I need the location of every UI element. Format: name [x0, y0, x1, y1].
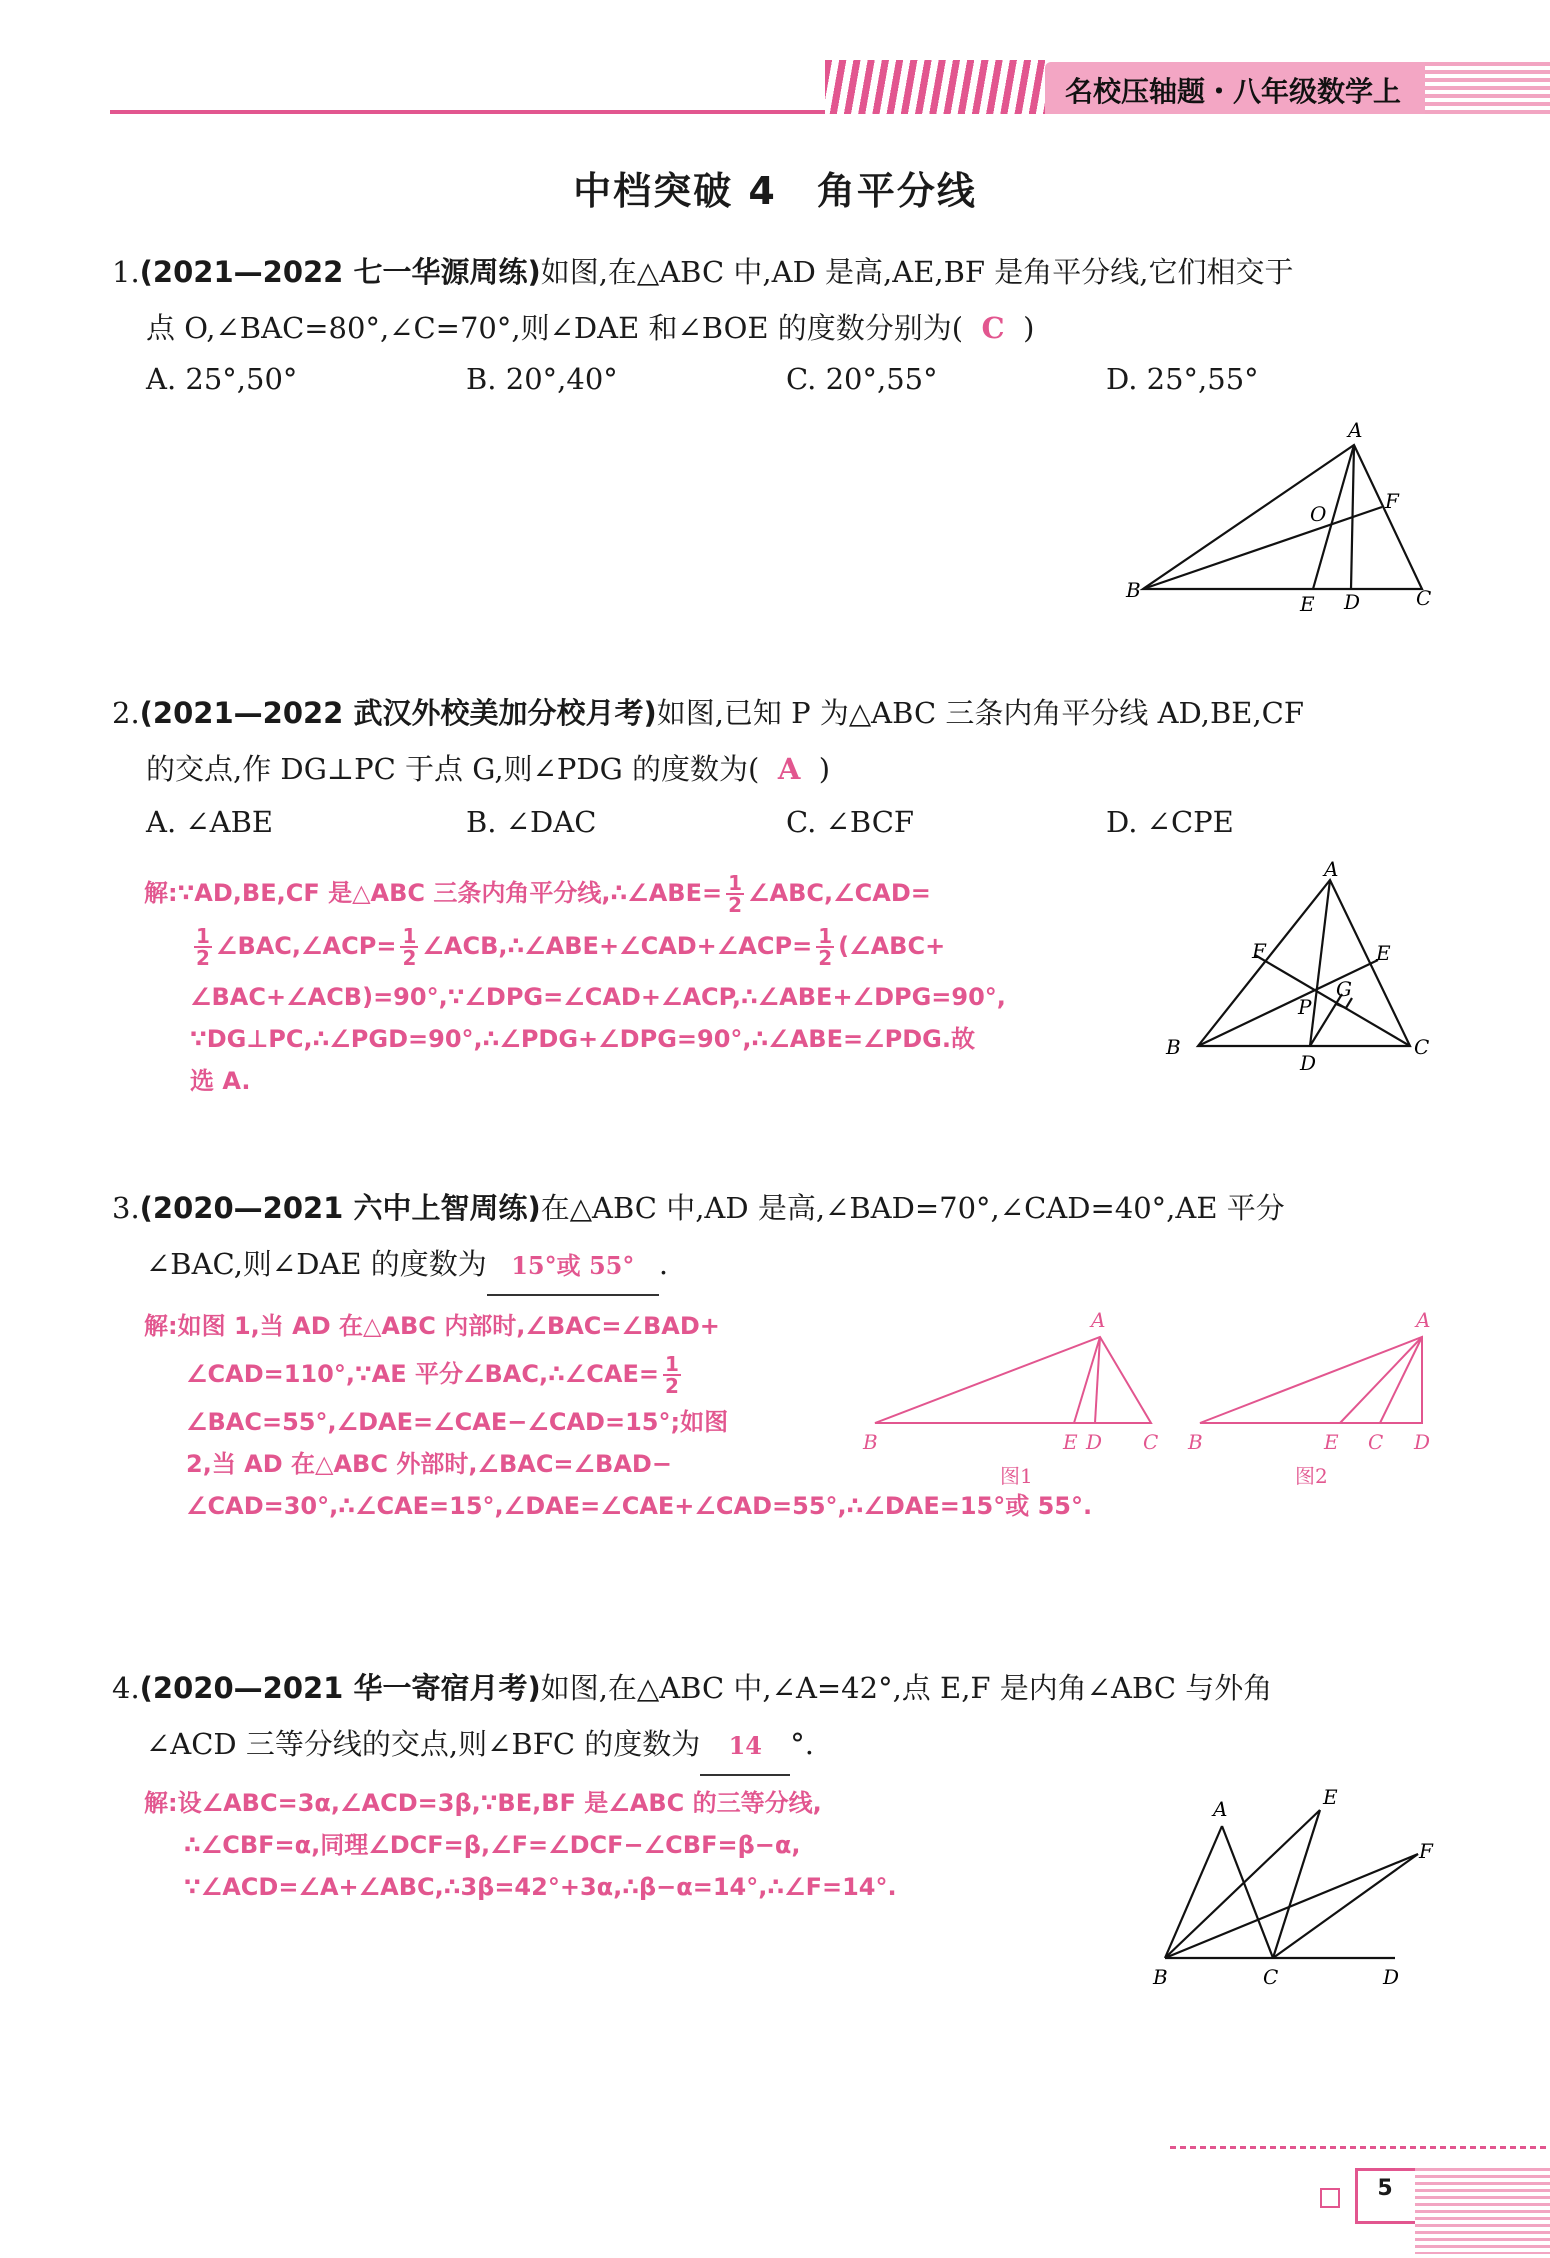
q2-option-b: B. ∠DAC	[466, 805, 597, 839]
q3-fig2-label: C	[1368, 1430, 1384, 1454]
q4-solution	[144, 1782, 897, 1908]
q2-figure	[1160, 858, 1440, 1078]
q3-sol-line5: ∠CAD=30°,∴∠CAE=15°,∠DAE=∠CAE+∠CAD=55°,∴∠DAE=15°或 55°.	[186, 1492, 1093, 1520]
q2-label: A	[1324, 858, 1339, 881]
q4-label: B	[1153, 1965, 1168, 1989]
q1-label: B	[1126, 578, 1141, 602]
q1-paren: )	[1023, 311, 1035, 345]
footer-stripes	[1415, 2168, 1550, 2254]
q2-label: G	[1336, 977, 1352, 1001]
q2-sol-line5: 选 A.	[190, 1067, 251, 1095]
q4-sol-line1: 解:设∠ABC=3α,∠ACD=3β,∵BE,BF 是∠ABC 的三等分线,	[144, 1789, 822, 1817]
q2-label: C	[1414, 1035, 1430, 1059]
q1-label: O	[1310, 502, 1327, 526]
footer-rule	[1170, 2146, 1550, 2149]
q4-source: (2020—2021 华一寄宿月考)	[139, 1671, 541, 1705]
question-4	[112, 1660, 1442, 1776]
q3-stem-line2: ∠BAC,则∠DAE 的度数为	[146, 1247, 487, 1281]
q1-option-b: B. 20°,40°	[466, 362, 618, 396]
q4-stem-line2: ∠ACD 三等分线的交点,则∠BFC 的度数为	[146, 1727, 701, 1761]
q2-sol-text: ∠BAC,∠ACP=	[215, 932, 397, 960]
q1-number: 1.	[112, 255, 140, 289]
q4-label: C	[1263, 1965, 1279, 1989]
q4-degree: °.	[790, 1727, 814, 1761]
q2-option-a: A. ∠ABE	[146, 805, 274, 839]
q1-answer: C	[981, 311, 1005, 345]
q2-stem-line1: 如图,已知 P 为△ABC 三条内角平分线 AD,BE,CF	[656, 696, 1304, 730]
q3-fig2-label: D	[1414, 1430, 1431, 1454]
q1-option-a: A. 25°,50°	[146, 362, 298, 396]
q2-fraction: $\frac{1}{2}$	[818, 924, 833, 970]
header-banner-text: 名校压轴题・八年级数学上	[1065, 75, 1402, 108]
q3-fig1-label: D	[1086, 1430, 1103, 1454]
q2-fraction: $\frac{1}{2}$	[196, 924, 210, 970]
question-1	[112, 244, 1442, 356]
q1-stem-line1: 如图,在△ABC 中,AD 是高,AE,BF 是角平分线,它们相交于	[540, 255, 1294, 289]
q2-sol-line3: ∠BAC+∠ACB)=90°,∵∠DPG=∠CAD+∠ACP,∴∠ABE+∠DPG=90°,	[190, 983, 1006, 1011]
q3-fig2-label: B	[1188, 1430, 1203, 1454]
q3-sol-line1: 解:如图 1,当 AD 在△ABC 内部时,∠BAC=∠BAD+	[144, 1312, 720, 1340]
q3-figure-1	[855, 1305, 1175, 1490]
q3-source: (2020—2021 六中上智周练)	[139, 1191, 541, 1225]
page-title: 中档突破 4 角平分线	[573, 169, 977, 213]
q4-label: F	[1419, 1839, 1433, 1863]
q1-label: A	[1348, 418, 1363, 442]
q3-fig2-label: E	[1324, 1430, 1339, 1454]
q3-fig1-label: B	[863, 1430, 878, 1454]
q2-number: 2.	[112, 696, 140, 730]
q3-fig1-label: E	[1063, 1430, 1078, 1454]
q3-period: .	[658, 1247, 669, 1281]
q2-sol-line4: ∵DG⊥PC,∴∠PGD=90°,∴∠PDG+∠DPG=90°,∴∠ABE=∠PDG.故	[190, 1025, 975, 1053]
q1-source: (2021—2022 七一华源周练)	[139, 255, 541, 289]
q3-sol-line4: 2,当 AD 在△ABC 外部时,∠BAC=∠BAD−	[186, 1450, 672, 1478]
q2-fraction: $\frac{1}{2}$	[728, 871, 742, 917]
q2-sol-text: ∠ABC,∠CAD=	[748, 879, 931, 907]
q3-fig1-label: C	[1143, 1430, 1159, 1454]
q3-number: 3.	[112, 1191, 140, 1225]
q3-stem-line1: 在△ABC 中,AD 是高,∠BAD=70°,∠CAD=40°,AE 平分	[540, 1191, 1285, 1225]
q4-figure	[1135, 1780, 1445, 1990]
q4-sol-line2: ∴∠CBF=α,同理∠DCF=β,∠F=∠DCF−∠CBF=β−α,	[184, 1831, 801, 1859]
q2-option-c: C. ∠BCF	[786, 805, 915, 839]
q3-answer-blank: 15°或 55°	[487, 1238, 659, 1296]
q2-label: B	[1166, 1035, 1181, 1059]
q2-source: (2021—2022 武汉外校美加分校月考)	[139, 696, 657, 730]
header-stripes	[825, 60, 1045, 114]
q3-sol-line3: ∠BAC=55°,∠DAE=∠CAE−∠CAD=15°;如图	[186, 1408, 729, 1436]
q1-figure	[1110, 415, 1450, 615]
footer-square-icon	[1320, 2188, 1340, 2208]
q2-label: P	[1298, 995, 1312, 1019]
q4-label: A	[1213, 1797, 1228, 1821]
q1-label: C	[1416, 586, 1432, 610]
q1-option-c: C. 20°,55°	[786, 362, 938, 396]
q4-label: D	[1383, 1965, 1400, 1989]
q3-sol-text: ∠CAD=110°,∵AE 平分∠BAC,∴∠CAE=	[186, 1360, 659, 1388]
q2-sol-text: 解:∵AD,BE,CF 是△ABC 三条内角平分线,∴∠ABE=	[144, 879, 723, 907]
q4-stem-line1: 如图,在△ABC 中,∠A=42°,点 E,F 是内角∠ABC 与外角	[540, 1671, 1273, 1705]
q2-option-d: D. ∠CPE	[1106, 805, 1234, 839]
q1-label: D	[1344, 590, 1361, 614]
q2-sol-text: (∠ABC+	[838, 932, 946, 960]
question-2	[112, 685, 1442, 797]
q2-label: D	[1300, 1051, 1317, 1075]
q2-sol-text: ∠ACB,∴∠ABE+∠CAD+∠ACP=	[422, 932, 813, 960]
q2-answer: A	[777, 752, 801, 786]
q1-label: E	[1300, 592, 1315, 615]
q1-label: F	[1385, 489, 1399, 513]
question-3	[112, 1180, 1442, 1296]
q3-fig2-caption: 图2	[1295, 1464, 1328, 1488]
q4-number: 4.	[112, 1671, 140, 1705]
q1-option-d: D. 25°,55°	[1106, 362, 1259, 396]
q2-paren: )	[818, 752, 831, 786]
q3-fraction: $\frac{1}{2}$	[665, 1352, 679, 1398]
page-number: 5	[1377, 2176, 1393, 2201]
q2-solution	[144, 870, 1006, 1102]
q2-label: F	[1252, 939, 1266, 963]
q3-fig1-label: A	[1091, 1308, 1106, 1332]
q2-label: E	[1376, 941, 1391, 965]
q4-sol-line3: ∵∠ACD=∠A+∠ABC,∴3β=42°+3α,∴β−α=14°,∴∠F=14°.	[184, 1873, 897, 1901]
header-stripes-right	[1425, 62, 1550, 114]
q4-label: E	[1323, 1785, 1338, 1809]
q3-figure-2	[1180, 1305, 1450, 1490]
q2-fraction: $\frac{1}{2}$	[402, 924, 417, 970]
q2-stem-line2: 的交点,作 DG⊥PC 于点 G,则∠PDG 的度数为(	[146, 752, 760, 786]
q4-answer-blank: 14	[700, 1718, 790, 1776]
q3-fig2-label: A	[1416, 1308, 1431, 1332]
q3-fig1-caption: 图1	[1000, 1464, 1033, 1488]
q1-stem-line2: 点 O,∠BAC=80°,∠C=70°,则∠DAE 和∠BOE 的度数分别为(	[146, 311, 964, 345]
